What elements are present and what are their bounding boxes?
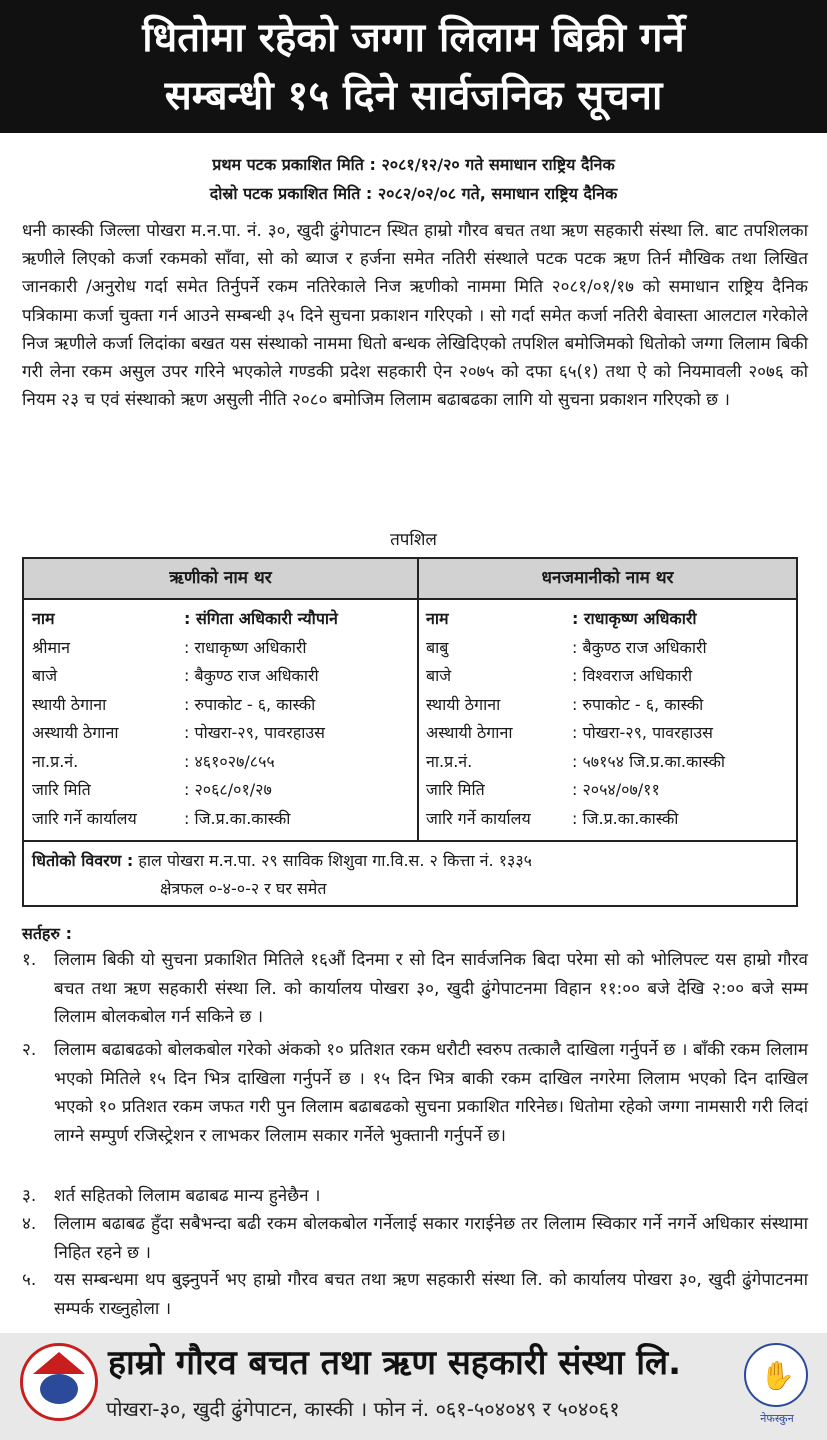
term-text: लिलाम बढाबढको बोलकबोल गरेको अंकको १० प्रतिशत रकम धरौटी स्वरुप तत्कालै दाखिला गर्नुपर्ने छ । बाँकी रकम लिलाम भएको मितिले १५ दिन भित्र दाखिला गर्नुपर्ने छ । १५ दिन भित्र बाकी रकम दाखिल नगरेमा लिलाम भएको दिन दाखिल भएको १० प्रतिशत रकम जफत गरी पुन लिलाम बढाबढको सुचना प्रकाशित गरिनेछ। धितोमा रहेको जग्गा नामसारी गरी लिदां लाग्ने सम्पुर्ण रजिस्ट्रेशन र लाभकर लिलाम सकार गर्नेले भुक्तानी गर्नुपर्ने छ।	[54, 1040, 808, 1146]
debtor-value: : संगिता अधिकारी न्यौपाने	[184, 609, 338, 628]
table-row	[32, 805, 412, 834]
table-row	[426, 634, 792, 663]
debtor-value: : रुपाकोट - ६, कास्की	[184, 694, 316, 714]
guarantor-label: बाजे	[426, 666, 452, 685]
guarantor-value: : २०५४/०७/११	[572, 780, 660, 799]
table-row	[426, 748, 792, 777]
guarantor-value: : जि.प्र.का.कास्की	[572, 808, 679, 828]
nefscun-logo-label: नेफस्कुन	[760, 1412, 794, 1425]
guarantor-value: : विश्वराज अधिकारी	[572, 666, 693, 685]
list-item	[22, 1210, 808, 1267]
guarantor-column-header: धनजमानीको नाम थर	[541, 568, 674, 588]
notice-title-line2: सम्बन्धी १५ दिने सार्वजनिक सूचना	[164, 73, 663, 119]
table-row	[32, 691, 412, 720]
table-row	[426, 691, 792, 720]
notice-header	[0, 0, 827, 133]
list-item	[22, 1182, 808, 1211]
debtor-value: : बैकुण्ठ राज अधिकारी	[184, 666, 319, 685]
nefscun-logo-icon: ✋	[744, 1343, 808, 1407]
table-row	[32, 605, 412, 634]
debtor-value: : पोखरा-२९, पावरहाउस	[184, 723, 325, 742]
collateral-line1: हाल पोखरा म.न.पा. २९ साविक शिशुवा गा.वि.स. २ कित्ता नं. १३३५	[138, 851, 533, 870]
debtor-value: : ४६१०२७/८५५	[184, 751, 275, 771]
debtor-label: बाजे	[32, 666, 58, 685]
guarantor-value: : बैकुण्ठ राज अधिकारी	[572, 637, 707, 657]
term-text: शर्त सहितको लिलाम बढाबढ मान्य हुनेछैन ।	[54, 1186, 321, 1206]
term-text: लिलाम बिकी यो सुचना प्रकाशित मितिले १६औं दिनमा र सो दिन सार्वजनिक बिदा परेमा सो को भोलिपल्ट यस हाम्रो गौरव बचत तथा ऋण सहकारी संस्था लि. को कार्यालय पोखरा ३०, खुदी ढुंगेपाटनमा विहान ११:०० बजे देखि २:०० बजे सम्म लिलाम बोलकबोल गर्न सकिने छ ।	[54, 950, 808, 1027]
debtor-label: जारि गर्ने कार्यालय	[32, 808, 137, 828]
notice-title-line1: धितोमा रहेको जग्गा लिलाम बिक्री गर्ने	[142, 15, 685, 61]
debtor-label: नाम	[32, 609, 55, 628]
guarantor-value: : पोखरा-२९, पावरहाउस	[572, 723, 713, 742]
debtor-value: : राधाकृष्ण अधिकारी	[184, 637, 307, 657]
term-text: लिलाम बढाबढ हुँदा सबैभन्दा बढी रकम बोलकबोल गर्नेलाई सकार गराईनेछ तर लिलाम स्विकार गर्ने नगर्ने अधिकार संस्थामा निहित रहने छ ।	[54, 1214, 808, 1263]
debtor-label: ना.प्र.नं.	[32, 751, 79, 771]
debtor-label: जारि मिति	[32, 780, 91, 799]
details-table	[22, 557, 798, 907]
table-row	[426, 605, 792, 634]
debtor-label: श्रीमान	[32, 637, 71, 657]
term-number: ५.	[22, 1270, 37, 1290]
term-number: ३.	[22, 1186, 37, 1206]
table-row	[32, 662, 412, 691]
guarantor-label: ना.प्र.नं.	[426, 751, 473, 771]
term-number: ४.	[22, 1214, 37, 1234]
guarantor-value: : रुपाकोट - ६, कास्की	[572, 694, 704, 714]
collateral-details	[32, 847, 532, 903]
guarantor-value: : ५७१५४ जि.प्र.का.कास्की	[572, 751, 726, 771]
first-publication-date: प्रथम पटक प्रकाशित मिति : २०८१/१२/२० गते समाधान राष्ट्रिय दैनिक	[212, 155, 615, 174]
footer-banner	[0, 1333, 827, 1440]
guarantor-label: बाबु	[426, 637, 449, 657]
table-row	[32, 776, 412, 805]
list-item	[22, 946, 808, 1032]
notice-body: धनी कास्की जिल्ला पोखरा म.न.पा. नं. ३०, खुदी ढुंगेपाटन स्थित हाम्रो गौरव बचत तथा ऋण सहकारी संस्था लि. बाट तपशिलका ऋणीले लिएको कर्जा रकमको साँवा, सो को ब्याज र हर्जना समेत नतिरी संस्थाले पटक पटक ऋण तिर्न मौखिक तथा लिखित जानकारी /अनुरोध गर्दा समेत तिर्नुपर्ने रकम नतिरेकाले निज ऋणीको नाममा मिति २०८१/०१/१७ को समाधान राष्ट्रिय दैनिक पत्रिकामा कर्जा चुक्ता गर्न आउने सम्बन्धी ३५ दिने सुचना प्रकाशन गरिएको । सो गर्दा समेत कर्जा नतिरी बेवास्ता आलटाल गरेकोले निज ऋणीले कर्जा लिदांका बखत यस संस्थाको नाममा धितो बन्धक लेखिदिएको तपशिल बमोजिमको धितोको जग्गा लिलाम बिकी गरी लेना रकम असुल उपर गरिने भएकोले गण्डकी प्रदेश सहकारी ऐन २०७५ को दफा ६५(१) तथा ऐ को नियमावली २०७६ को नियम २३ च एवं संस्थाको ऋण असुली नीति २०८० बमोजिम लिलाम बढाबढका लागि यो सुचना प्रकाशन गरिएको छ ।	[22, 221, 808, 411]
details-heading: तपशिल	[390, 530, 437, 550]
debtor-value: : जि.प्र.का.कास्की	[184, 808, 291, 828]
debtor-value: : २०६८/०१/२७	[184, 780, 272, 799]
guarantor-label: स्थायी ठेगाना	[426, 694, 501, 714]
table-row	[426, 776, 792, 805]
guarantor-label: जारि मिति	[426, 780, 485, 799]
collateral-divider	[24, 840, 796, 842]
organization-address: पोखरा-३०, खुदी ढुंगेपाटन, कास्की । फोन नं. ०६१-५०४०४९ र ५०४०६१	[106, 1397, 620, 1421]
list-item	[22, 1036, 808, 1150]
cooperative-logo-icon	[20, 1343, 98, 1421]
guarantor-label: नाम	[426, 609, 449, 628]
debtor-label: स्थायी ठेगाना	[32, 694, 107, 714]
debtor-label: अस्थायी ठेगाना	[32, 723, 119, 742]
table-row	[426, 662, 792, 691]
table-row	[426, 719, 792, 748]
organization-name: हाम्रो गौरव बचत तथा ऋण सहकारी संस्था लि.	[108, 1343, 681, 1383]
guarantor-details	[426, 605, 792, 833]
collateral-line2: क्षेत्रफल ०-४-०-२ र घर समेत	[160, 879, 327, 898]
table-row	[32, 719, 412, 748]
guarantor-label: अस्थायी ठेगाना	[426, 723, 513, 742]
column-divider	[417, 559, 419, 840]
table-header-row	[24, 559, 796, 600]
second-publication-date: दोस्रो पटक प्रकाशित मिति : २०८२/०२/०८ गते, समाधान राष्ट्रिय दैनिक	[209, 184, 618, 203]
guarantor-value: : राधाकृष्ण अधिकारी	[572, 609, 697, 628]
guarantor-label: जारि गर्ने कार्यालय	[426, 808, 531, 828]
debtor-details	[32, 605, 412, 833]
debtor-column-header: ऋणीको नाम थर	[169, 568, 272, 588]
term-number: १.	[22, 950, 37, 970]
table-row	[426, 805, 792, 834]
list-item	[22, 1266, 808, 1323]
terms-title: सर्तहरु :	[22, 924, 72, 943]
table-row	[32, 634, 412, 663]
term-number: २.	[22, 1040, 37, 1060]
collateral-label: धितोको विवरण :	[32, 851, 134, 870]
table-row	[32, 748, 412, 777]
term-text: यस सम्बन्धमा थप बुझ्नुपर्ने भए हाम्रो गौरव बचत तथा ऋण सहकारी संस्था लि. को कार्यालय पोखरा ३०, खुदी ढुंगेपाटनमा सम्पर्क राख्नुहोला ।	[54, 1270, 808, 1319]
